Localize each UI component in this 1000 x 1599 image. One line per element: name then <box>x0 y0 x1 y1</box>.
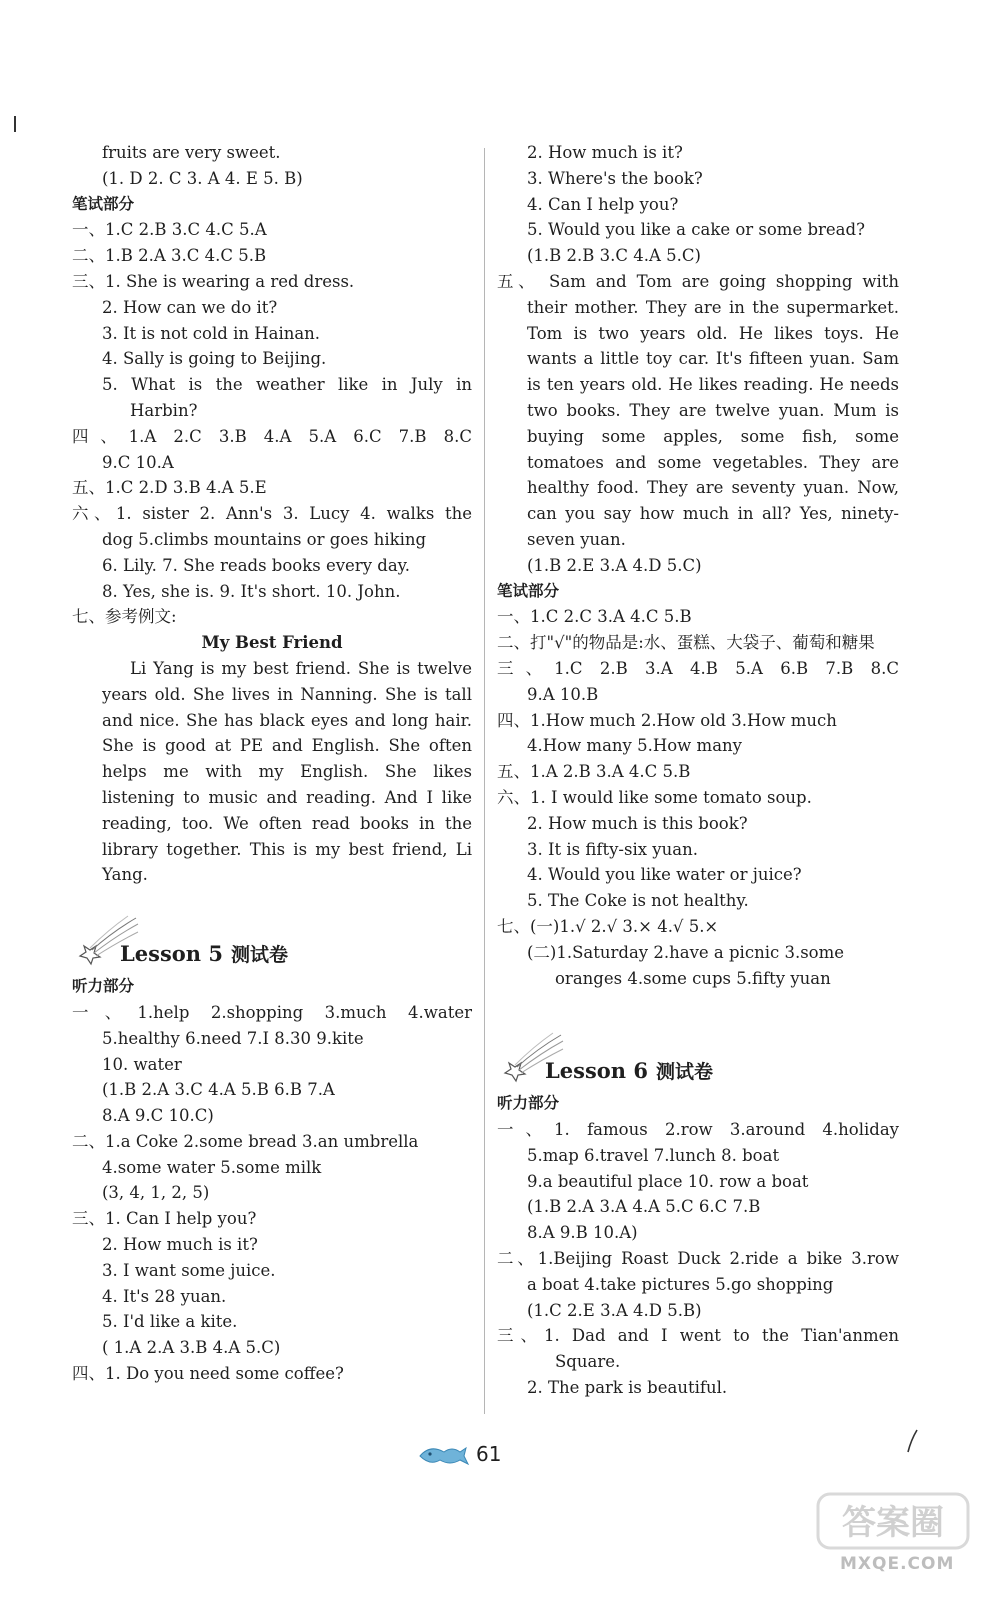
essay-line: reading, too. We often read books in the <box>102 813 472 833</box>
answer-line: 3. Where's the book? <box>527 168 703 188</box>
answer-line: 3. I want some juice. <box>102 1260 276 1280</box>
section-title: 笔试部分 <box>72 194 135 213</box>
lesson-suffix: 测试卷 <box>230 944 288 967</box>
answer-line: 七、(一)1.√ 2.√ 3.× 4.√ 5.× <box>497 916 719 936</box>
answer-line: Harbin? <box>130 400 198 420</box>
answer-line: ( 1.A 2.A 3.B 4.A 5.C) <box>102 1338 281 1358</box>
page-footer <box>400 1436 600 1476</box>
answer-line: 二、1.Beijing Roast Duck 2.ride a bike 3.row <box>497 1249 899 1269</box>
passage-line: 五、 Sam and Tom are going shopping with <box>497 271 899 291</box>
answer-line: 8. Yes, she is. 9. It's short. 10. John. <box>102 581 401 601</box>
essay-line: library together. This is my best friend, Li <box>102 839 472 859</box>
passage-line: wants a little toy car. It's fifteen yuan. Sam <box>527 349 899 369</box>
answer-line: 2. How much is it? <box>527 143 683 162</box>
section-title: 笔试部分 <box>497 581 560 600</box>
essay-title: My Best Friend <box>201 633 343 653</box>
answer-line: 一、1. famous 2.row 3.around 4.holiday <box>497 1120 899 1140</box>
answer-line: 4. Can I help you? <box>527 194 679 214</box>
answer-line: (1.B 2.A 3.C 4.A 5.B 6.B 7.A <box>102 1080 335 1100</box>
answer-line: 8.A 9.C 10.C) <box>102 1106 214 1126</box>
lesson-title: Lesson 6 <box>545 1058 648 1084</box>
answer-line: 四、1. Do you need some coffee? <box>72 1364 344 1384</box>
passage-line: healthy food. They are seventy yuan. Now, <box>527 478 899 498</box>
passage-line: buying some apples, some fish, some <box>527 426 899 446</box>
answer-line: 三、1. Dad and I went to the Tian'anmen <box>497 1326 899 1346</box>
page-number: 61 <box>476 1442 502 1466</box>
passage-line: two books. They are twelve yuan. Mum is <box>527 400 899 420</box>
answer-line: a boat 4.take pictures 5.go shopping <box>527 1274 834 1294</box>
lesson-6-heading <box>497 1035 899 1091</box>
essay-line: years old. She lives in Nanning. She is tall <box>102 684 472 704</box>
answer-line: 5. Would you like a cake or some bread? <box>527 220 865 240</box>
answer-line: 二、1.a Coke 2.some bread 3.an umbrella <box>72 1131 419 1151</box>
answer-line: (1. D 2. C 3. A 4. E 5. B) <box>102 168 303 188</box>
answer-line: 一、1.C 2.C 3.A 4.C 5.B <box>497 607 692 627</box>
answer-line: 五、1.A 2.B 3.A 4.C 5.B <box>497 762 691 782</box>
essay-line: Li Yang is my best friend. She is twelve <box>130 658 472 678</box>
scan-mark <box>14 116 16 132</box>
essay-line: She is good at PE and English. She often <box>102 736 472 756</box>
watermark-site: MXQE.COM <box>840 1554 955 1574</box>
answer-line: (3, 4, 1, 2, 5) <box>102 1183 210 1203</box>
lesson-5-heading <box>72 918 472 974</box>
answer-line: 4. Would you like water or juice? <box>527 865 802 885</box>
answer-line: 6. Lily. 7. She reads books every day. <box>102 555 411 575</box>
answer-line: dog 5.climbs mountains or goes hiking <box>102 529 427 549</box>
answer-line: (1.C 2.E 3.A 4.D 5.B) <box>527 1300 702 1320</box>
answer-line: 9.A 10.B <box>527 684 599 704</box>
lesson-title: Lesson 5 <box>120 941 223 967</box>
svg-text:答案圈: 答案圈 <box>842 1503 944 1543</box>
answer-line: 三、1.C 2.B 3.A 4.B 5.A 6.B 7.B 8.C <box>497 658 899 678</box>
answer-line: 5.map 6.travel 7.lunch 8. boat <box>527 1145 780 1165</box>
answer-line: 四、1.How much 2.How old 3.How much <box>497 710 837 730</box>
essay-line: and nice. She has black eyes and long hair. <box>102 710 472 730</box>
answer-line: 六、1. I would like some tomato soup. <box>497 787 812 807</box>
column-divider <box>484 148 485 1414</box>
answer-line: 10. water <box>102 1054 182 1074</box>
answer-line: oranges 4.some cups 5.fifty yuan <box>555 968 831 988</box>
essay-line: listening to music and reading. And I like <box>102 787 472 807</box>
watermark-logo-icon <box>770 1480 990 1560</box>
answer-line: 七、参考例文: <box>72 607 177 627</box>
passage-line: their mother. They are in the supermarket. <box>527 297 899 317</box>
answer-line: 2. How much is this book? <box>527 813 748 833</box>
answer-line: 5. The Coke is not healthy. <box>527 891 749 911</box>
answer-line: 三、1. Can I help you? <box>72 1209 257 1229</box>
answer-line: 3. It is not cold in Hainan. <box>102 323 321 343</box>
answer-line: 4. Sally is going to Beijing. <box>102 349 327 369</box>
answer-line: 5. I'd like a kite. <box>102 1312 238 1332</box>
answer-line: 3. It is fifty-six yuan. <box>527 839 698 859</box>
watermark <box>770 1480 990 1590</box>
right-column <box>497 140 899 1401</box>
answer-line: 2. How can we do it? <box>102 297 278 317</box>
answer-line: (1.B 2.B 3.C 4.A 5.C) <box>527 246 701 266</box>
pen-stroke-icon <box>905 1428 919 1454</box>
answer-line: 8.A 9.B 10.A) <box>527 1223 638 1243</box>
lesson-suffix: 测试卷 <box>655 1061 713 1084</box>
answer-line: 4. It's 28 yuan. <box>102 1286 227 1306</box>
answer-line: 4.some water 5.some milk <box>102 1157 322 1177</box>
essay-line: Yang. <box>102 865 148 885</box>
answer-line: 4.How many 5.How many <box>527 736 742 756</box>
answer-line: 一、1.help 2.shopping 3.much 4.water <box>72 1002 472 1022</box>
section-title: 听力部分 <box>72 977 135 996</box>
answer-line: 5.healthy 6.need 7.I 8.30 9.kite <box>102 1028 364 1048</box>
answer-line: 9.a beautiful place 10. row a boat <box>527 1171 809 1191</box>
answer-line: fruits are very sweet. <box>102 143 281 162</box>
passage-line: can you say how much in all? Yes, ninety- <box>527 504 899 524</box>
answer-line: 9.C 10.A <box>102 452 174 472</box>
answer-line: 2. How much is it? <box>102 1235 258 1255</box>
answer-line: (二)1.Saturday 2.have a picnic 3.some <box>527 942 845 962</box>
answer-line: 三、1. She is wearing a red dress. <box>72 271 355 291</box>
answer-line: 六、1. sister 2. Ann's 3. Lucy 4. walks the <box>72 504 472 524</box>
answer-line: (1.B 2.E 3.A 4.D 5.C) <box>527 555 702 575</box>
answer-line: 一、1.C 2.B 3.C 4.C 5.A <box>72 220 267 240</box>
fish-icon <box>416 1442 470 1468</box>
essay-line: helps me with my English. She likes <box>102 762 472 782</box>
passage-line: seven yuan. <box>527 529 626 549</box>
left-column <box>72 140 472 1387</box>
passage-line: is ten years old. He likes reading. He needs <box>527 375 899 395</box>
answer-line: 二、打"√"的物品是:水、蛋糕、大袋子、葡萄和糖果 <box>497 633 875 653</box>
answer-line: 二、1.B 2.A 3.C 4.C 5.B <box>72 246 267 266</box>
answer-line: 四、1.A 2.C 3.B 4.A 5.A 6.C 7.B 8.C <box>72 426 472 446</box>
section-title: 听力部分 <box>497 1094 560 1113</box>
answer-line: 五、1.C 2.D 3.B 4.A 5.E <box>72 478 267 498</box>
answer-line: 5. What is the weather like in July in <box>102 375 472 395</box>
answer-line: Square. <box>555 1352 621 1372</box>
passage-line: tomatoes and some vegetables. They are <box>527 452 899 472</box>
passage-line: Tom is two years old. He likes toys. He <box>527 323 899 343</box>
answer-line: 2. The park is beautiful. <box>527 1378 728 1398</box>
answer-line: (1.B 2.A 3.A 4.A 5.C 6.C 7.B <box>527 1197 761 1217</box>
